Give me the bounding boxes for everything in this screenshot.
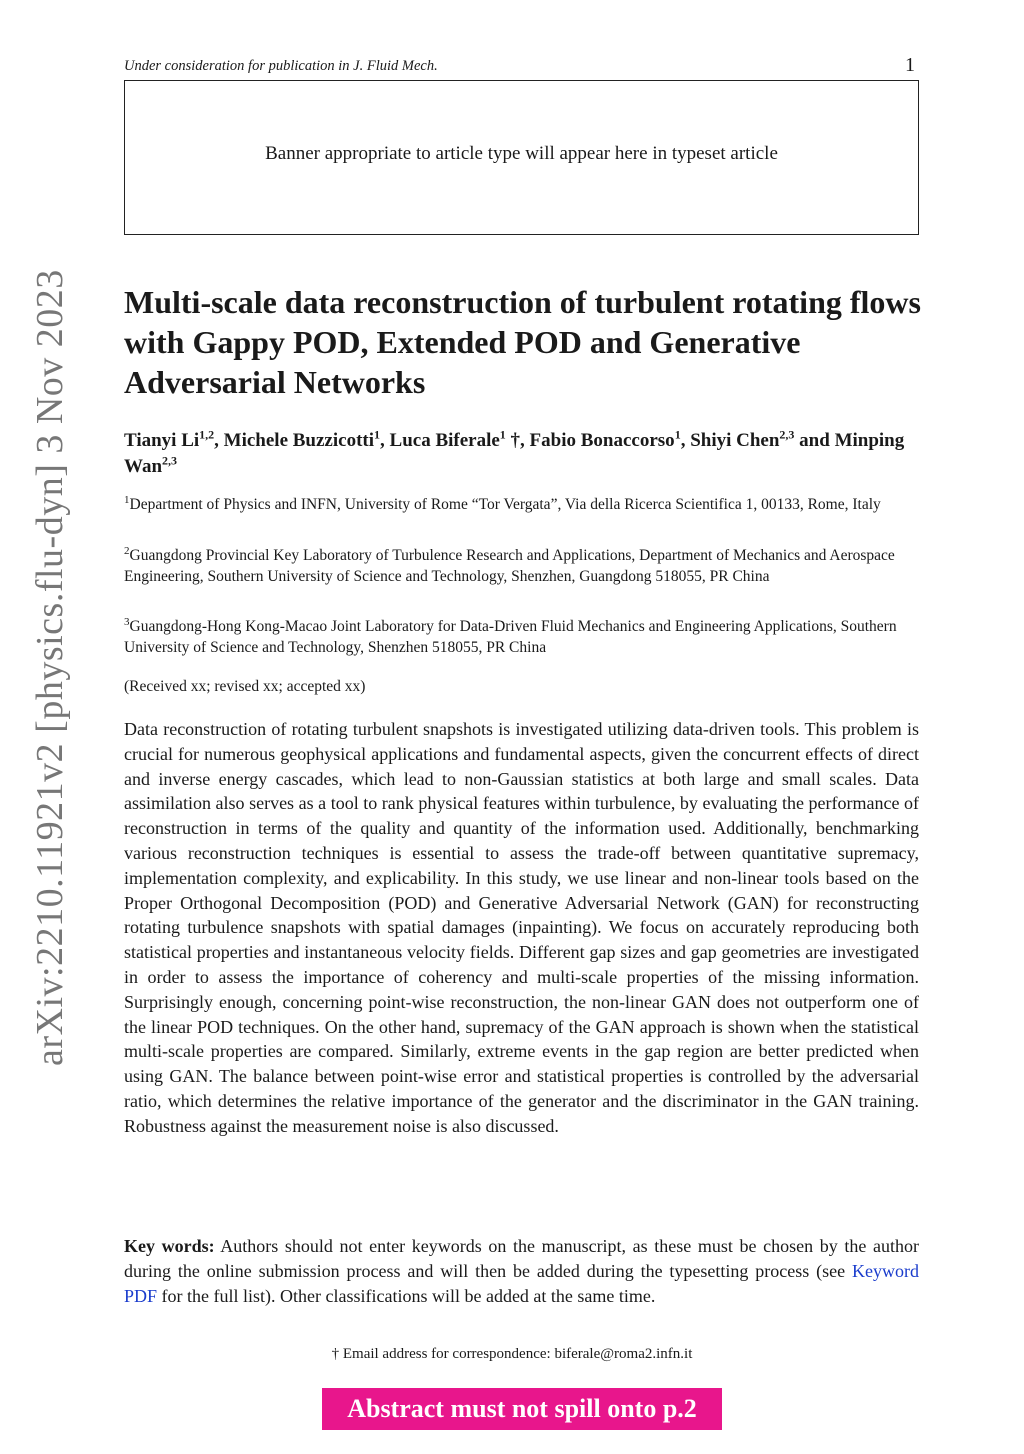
journal-header: Under consideration for publication in J. Fluid Mech. xyxy=(124,58,438,74)
author-affil-sup: 2,3 xyxy=(162,453,178,468)
author-name: Luca Biferale xyxy=(389,430,500,451)
author-affil-sup: 1,2 xyxy=(199,427,215,442)
affiliation-3 xyxy=(124,616,914,658)
affiliation-number: 2 xyxy=(124,544,130,557)
author-affil-sup: 2,3 xyxy=(779,427,795,442)
arxiv-side-label: arXiv:2210.11921v2 [physics.flu-dyn] 3 Nov 2023 xyxy=(29,269,71,1066)
affiliation-2 xyxy=(124,545,914,587)
author-name: Shiyi Chen xyxy=(690,430,780,451)
author-name: Michele Buzzicotti xyxy=(223,430,375,451)
affiliation-number: 3 xyxy=(124,615,130,628)
keywords-text: Authors should not enter keywords on the manuscript, as these must be chosen by the author during the online submission process and will then be added during the typesetting process (see xyxy=(124,1236,919,1281)
correspondence-footnote: † Email address for correspondence: biferale@roma2.infn.it xyxy=(331,1346,693,1362)
banner-text: Banner appropriate to article type will appear here in typeset article xyxy=(265,143,778,164)
author-affil-sup: 1 xyxy=(374,427,381,442)
paper-title: Multi-scale data reconstruction of turbulent rotating flows with Gappy POD, Extended POD and Generative Adversarial Networks xyxy=(124,284,921,400)
author-separator: and xyxy=(794,430,835,451)
affiliation-number: 1 xyxy=(124,493,130,506)
author-name: Fabio Bonaccorso xyxy=(529,430,675,451)
author-separator: , xyxy=(214,430,224,451)
author-name: Minping Wan xyxy=(124,430,905,477)
keywords-label: Key words: xyxy=(124,1236,215,1256)
author-separator: , xyxy=(520,430,530,451)
abstract: Data reconstruction of rotating turbulent snapshots is investigated utilizing data-driven tools. This problem is crucial for numerous geophysical applications and fundamental aspects, given the concurrent effects of direct and inverse energy cascades, which lead to non-Gaussian statistics at both large and small scales. Data assimilation also serves as a tool to rank physical features within turbulence, by evaluating the performance of reconstruction in terms of the quality and quantity of the information used. Additionally, benchmarking various reconstruction techniques is essential to assess the trade-off between quantitative supremacy, implementation complexity, and explicability. In this study, we use linear and non-linear tools based on the Proper Orthogonal Decomposition (POD) and Generative Adversarial Network (GAN) for reconstructing rotating turbulence snapshots with spatial damages (inpainting). We focus on accurately reproducing both statistical properties and instantaneous velocity fields. Different gap sizes and gap geometries are investigated in order to assess the importance of coherency and multi-scale properties of the missing information. Surprisingly enough, concerning point-wise reconstruction, the non-linear GAN does not outperform one of the linear POD techniques. On the other hand, supremacy of the GAN approach is shown when the statistical multi-scale properties are compared. Similarly, extreme events in the gap region are better predicted when using GAN. The balance between point-wise error and statistical properties is controlled by the adversarial ratio, which determines the relative importance of the generator and the discriminator in the GAN training. Robustness against the measurement noise is also discussed. xyxy=(124,719,919,1136)
author-affil-sup: 1 xyxy=(674,427,681,442)
author-affil-sup: 1 xyxy=(499,427,506,442)
page-number: 1 xyxy=(905,54,915,76)
affiliation-text: Guangdong-Hong Kong-Macao Joint Laboratory for Data-Driven Fluid Mechanics and Engineering Applications, Southern University of Science and Technology, Shenzhen 518055, PR China xyxy=(124,618,897,656)
author-separator: , xyxy=(380,430,390,451)
affiliation-text: Department of Physics and INFN, University of Rome “Tor Vergata”, Via della Ricerca Scientifica 1, 00133, Rome, Italy xyxy=(129,496,881,513)
affiliation-text: Guangdong Provincial Key Laboratory of Turbulence Research and Applications, Department of Mechanics and Aerospace Engineering, Southern University of Science and Technology, Shenzhen, Guangdong 518055, PR China xyxy=(124,547,895,585)
keywords-paragraph xyxy=(124,1234,919,1308)
affiliation-1 xyxy=(124,494,914,515)
received-dates: (Received xx; revised xx; accepted xx) xyxy=(124,678,366,695)
author-name: Tianyi Li xyxy=(124,430,200,451)
author-list xyxy=(124,428,924,480)
keyword-pdf-link[interactable]: Keyword PDF xyxy=(124,1260,919,1306)
corresponding-mark: † xyxy=(505,430,521,451)
keywords-text-end: for the full list). Other classifications will be added at the same time. xyxy=(157,1285,656,1306)
author-separator: , xyxy=(680,430,691,451)
abstract-warning-banner: Abstract must not spill onto p.2 xyxy=(322,1388,722,1430)
banner-box xyxy=(124,80,919,235)
